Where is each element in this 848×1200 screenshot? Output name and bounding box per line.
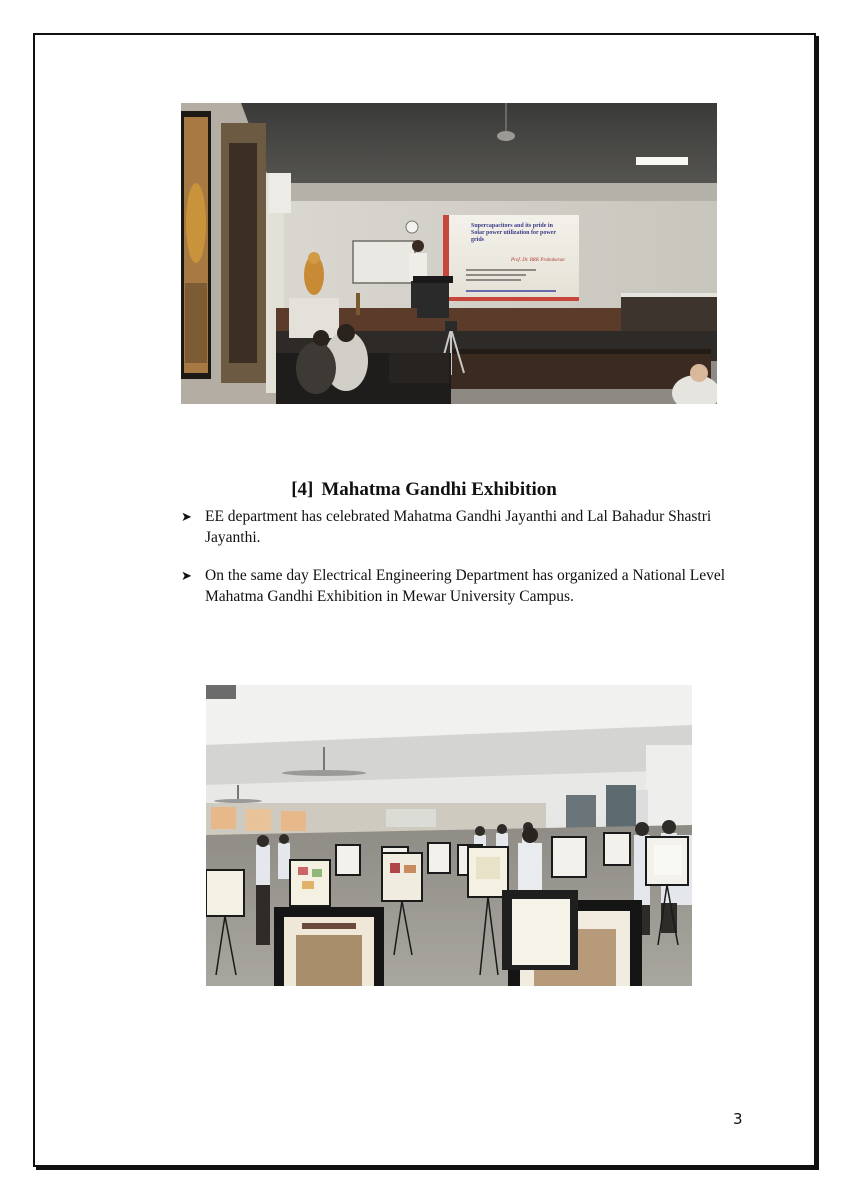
arrow-bullet-icon: ➤ (181, 568, 192, 583)
exhibition-photo (206, 685, 692, 986)
seminar-photo (181, 103, 717, 404)
section-number: [4] (291, 478, 314, 500)
section-heading (0, 479, 848, 501)
bullet-text: On the same day Electrical Engineering Department has organized a National Level Mahatma Gandhi Exhibition in Mewar University Campus. (205, 567, 726, 605)
arrow-bullet-icon: ➤ (181, 509, 192, 524)
page-number: 3 (733, 1110, 743, 1128)
bullet-item (181, 506, 751, 548)
bullet-text: EE department has celebrated Mahatma Gandhi Jayanthi and Lal Bahadur Shastri Jayanthi. (205, 508, 712, 546)
bullet-item (181, 565, 751, 607)
slide-title: Supercapacitors and its pride in Solar power utilization for power grids (471, 223, 556, 243)
bullet-list (181, 506, 751, 624)
section-title: Mahatma Gandhi Exhibition (321, 478, 557, 500)
slide-presenter: Prof. Dr. BRK Prabakaran (511, 258, 565, 263)
